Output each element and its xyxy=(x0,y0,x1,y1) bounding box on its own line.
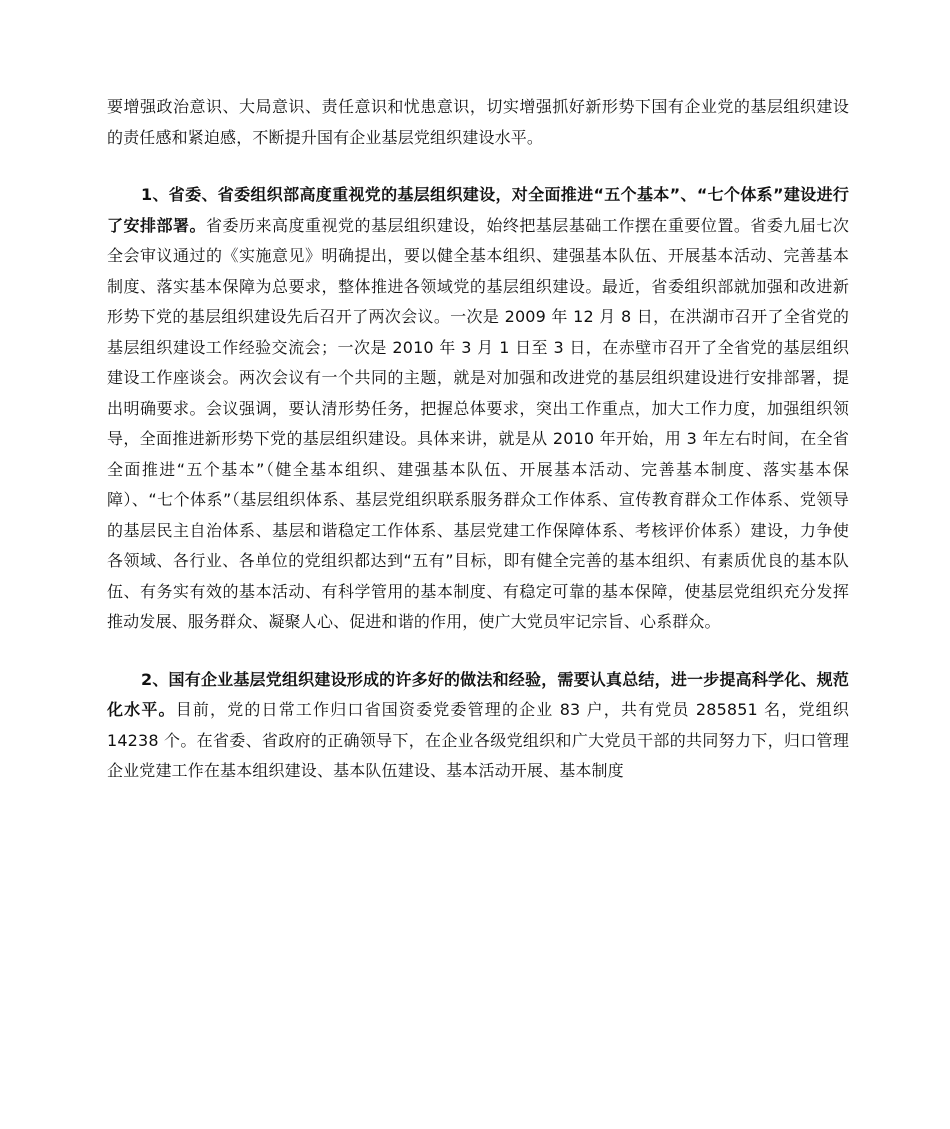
intro-paragraph: 要增强政治意识、大局意识、责任意识和忧患意识，切实增强抓好新形势下国有企业党的基层组织建设的责任感和紧迫感，不断提升国有企业基层党组织建设水平。 xyxy=(107,97,849,147)
section-2-body: 目前，党的日常工作归口省国资委党委管理的企业 83 户，共有党员 285851 名，党组织 14238 个。在省委、省政府的正确领导下，在企业各级党组织和广大党员干部的共同努力下，归口管理企业党建工作在基本组织建设、基本队伍建设、基本活动开展、基本制度 xyxy=(107,700,849,780)
section-2-paragraph xyxy=(107,665,849,787)
document-page xyxy=(107,92,849,787)
section-1-paragraph xyxy=(107,180,849,638)
section-2-heading: 2、国有企业基层党组织建设形成的许多好的做法和经验，需要认真总结，进一步提高科学化、规范化水平。 xyxy=(107,669,849,719)
section-1-body: 省委历来高度重视党的基层组织建设，始终把基层基础工作摆在重要位置。省委九届七次全会审议通过的《实施意见》明确提出，要以健全基本组织、建强基本队伍、开展基本活动、完善基本制度、落实基本保障为总要求，整体推进各领域党的基层组织建设。最近，省委组织部就加强和改进新形势下党的基层组织建设先后召开了两次会议。一次是 2009 年 12 月 8 日，在洪湖市召开了全省党的基层组织建设工作经验交流会；一次是 2010 年 3 月 1 日至 3 日，在赤壁市召开了全省党的基层组织建设工作座谈会。两次会议有一个共同的主题，就是对加强和改进党的基层组织建设进行安排部署，提出明确要求。会议强调，要认清形势任务，把握总体要求，突出工作重点，加大工作力度，加强组织领导，全面推进新形势下党的基层组织建设。具体来讲，就是从 2010 年开始，用 3 年左右时间，在全省全面推进“五个基本”（健全基本组织、建强基本队伍、开展基本活动、完善基本制度、落实基本保障）、“七个体系”（基层组织体系、基层党组织联系服务群众工作体系、宣传教育群众工作体系、党领导的基层民主自治体系、基层和谐稳定工作体系、基层党建工作保障体系、考核评价体系）建设，力争使各领域、各行业、各单位的党组织都达到“五有”目标，即有健全完善的基本组织、有素质优良的基本队伍、有务实有效的基本活动、有科学管用的基本制度、有稳定可靠的基本保障，使基层党组织充分发挥推动发展、服务群众、凝聚人心、促进和谐的作用，使广大党员牢记宗旨、心系群众。 xyxy=(107,215,849,631)
section-1-heading: 1、省委、省委组织部高度重视党的基层组织建设，对全面推进“五个基本”、“七个体系”建设进行了安排部署。 xyxy=(107,185,849,235)
